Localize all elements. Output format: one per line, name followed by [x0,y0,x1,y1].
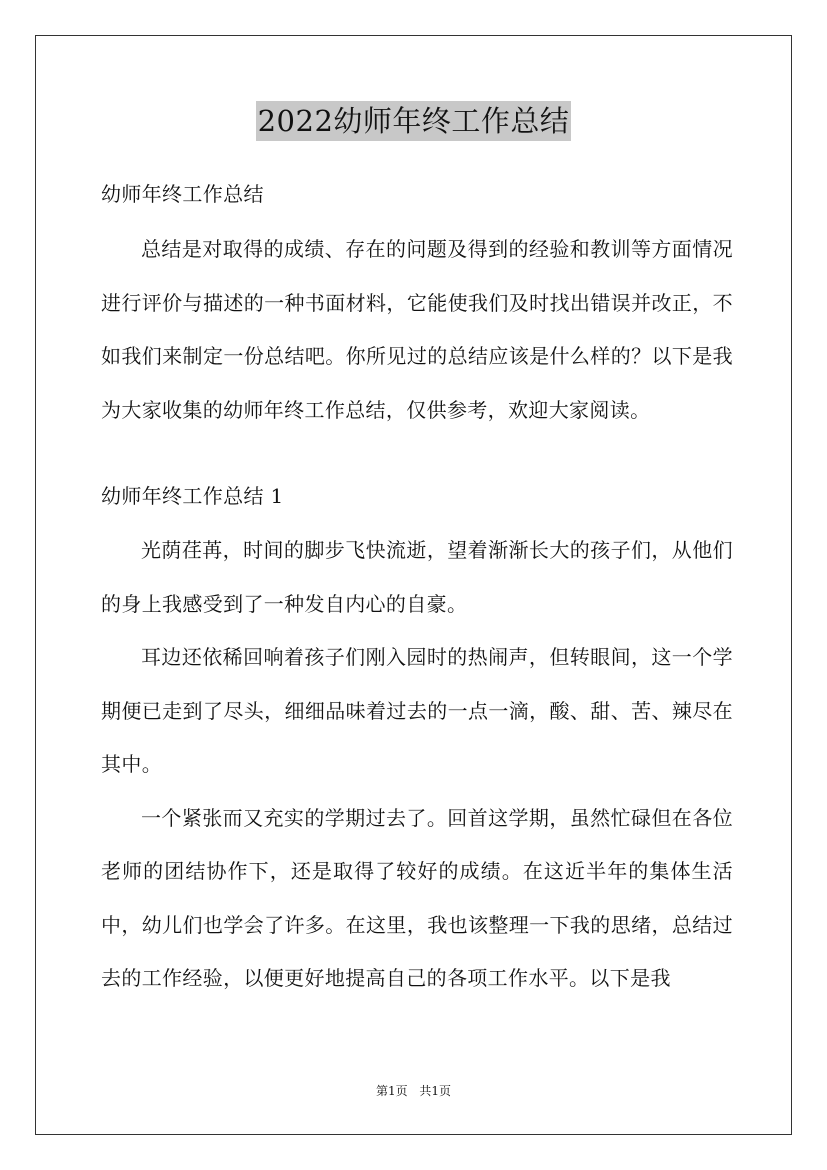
body-paragraph: 耳边还依稀回响着孩子们刚入园时的热闹声，但转眼间，这一个学期便已走到了尽头，细细品味着过去的一点一滴，酸、甜、苦、辣尽在其中。 [101,645,733,776]
page-total: 共1页 [419,1084,452,1098]
document-body [101,169,733,1006]
document-subtitle: 幼师年终工作总结 [101,182,264,206]
intro-paragraph: 总结是对取得的成绩、存在的问题及得到的经验和教训等方面情况进行评价与描述的一种书面材料，它能使我们及时找出错误并改正，不如我们来制定一份总结吧。你所见过的总结应该是什么样的？以下是我为大家收集的幼师年终工作总结，仅供参考，欢迎大家阅读。 [101,237,733,422]
page-number: 第1页 [375,1084,408,1098]
title-container [0,101,827,141]
body-paragraph: 一个紧张而又充实的学期过去了。回首这学期，虽然忙碌但在各位老师的团结协作下，还是取得了较好的成绩。在这近半年的集体生活中，幼儿们也学会了许多。在这里，我也该整理一下我的思绪，总结过去的工作经验，以便更好地提高自己的各项工作水平。以下是我 [101,805,733,990]
body-paragraph: 光荫荏苒，时间的脚步飞快流逝，望着渐渐长大的孩子们，从他们的身上我感受到了一种发自内心的自豪。 [101,538,733,616]
section-heading: 幼师年终工作总结 1 [101,484,284,508]
document-title: 2022幼师年终工作总结 [256,101,572,141]
page-footer [0,1083,827,1099]
